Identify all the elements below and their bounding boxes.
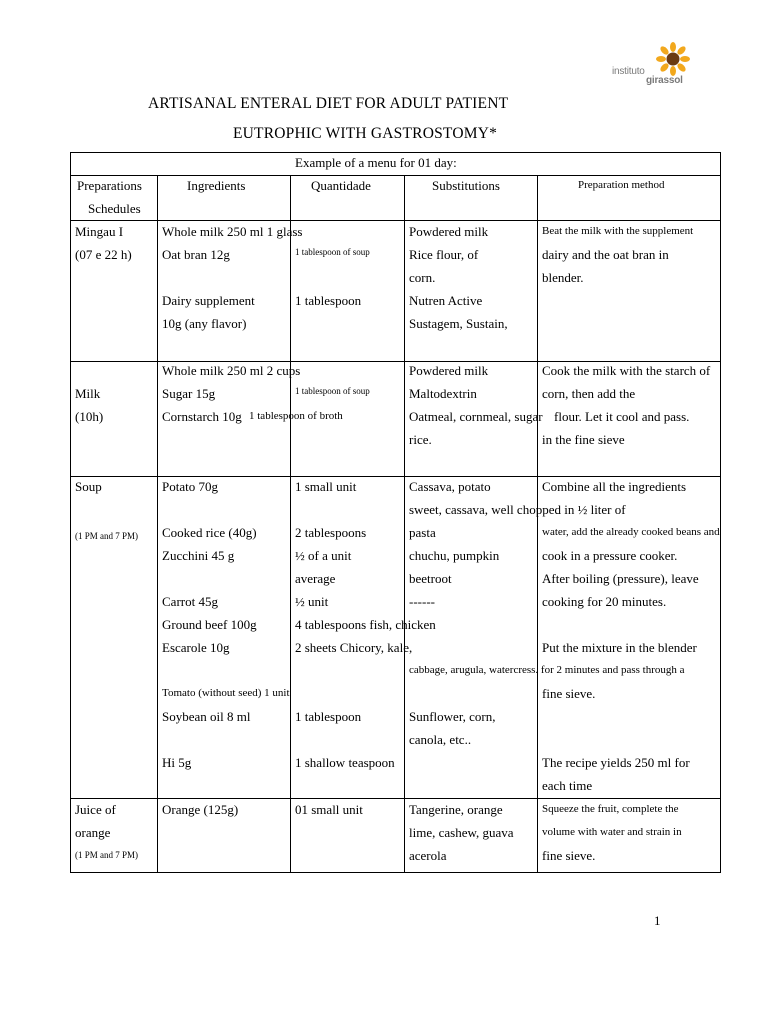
ingredient: Soybean oil 8 ml — [162, 709, 251, 724]
header-substitutions: Substitutions — [432, 178, 500, 193]
ingredient: Zucchini 45 g — [162, 548, 235, 563]
substitution: canola, etc.. — [409, 732, 472, 747]
method-line: volume with water and strain in — [542, 826, 682, 838]
substitution: Cassava, potato — [409, 479, 491, 494]
method-line: Cook the milk with the starch of — [542, 363, 711, 378]
ingredient: 10g (any flavor) — [162, 316, 247, 331]
row-name: Mingau I — [75, 224, 124, 239]
quantity: average — [295, 571, 336, 586]
method-line: The recipe yields 250 ml for — [542, 755, 690, 770]
row-name: Soup — [75, 479, 102, 494]
row-name: Juice of — [75, 802, 116, 817]
substitution: acerola — [409, 848, 447, 863]
header-preparations: Preparations — [77, 178, 142, 193]
method-line: fine sieve. — [542, 848, 596, 863]
logo-word-instituto: instituto — [612, 66, 645, 77]
ingredient: Cooked rice (40g) — [162, 525, 257, 540]
substitution: Rice flour, of — [409, 247, 479, 262]
method-line: cook in a pressure cooker. — [542, 548, 678, 563]
ingredient: Potato 70g — [162, 479, 218, 494]
document-title: ARTISANAL ENTERAL DIET FOR ADULT PATIENT — [148, 95, 509, 112]
substitution: ------ — [409, 594, 435, 609]
quantity: 01 small unit — [295, 802, 363, 817]
table-col-rule — [290, 175, 291, 873]
method-line: dairy and the oat bran in — [542, 247, 669, 262]
row-name: Milk — [75, 386, 101, 401]
row-time: (10h) — [75, 409, 104, 424]
row-time: (1 PM and 7 PM) — [75, 850, 139, 860]
ingredient: Carrot 45g — [162, 594, 218, 609]
substitution: lime, cashew, guava — [409, 825, 514, 840]
substitution: Nutren Active — [409, 293, 483, 308]
substitution: pasta — [409, 525, 436, 540]
quantity: ½ unit — [295, 594, 329, 609]
method-line: Combine all the ingredients — [542, 479, 687, 494]
quantity: 2 tablespoons — [295, 525, 367, 540]
table-col-rule — [157, 175, 158, 873]
institute-logo — [612, 42, 698, 92]
ingredient: Sugar 15g — [162, 386, 216, 401]
method-line: corn, then add the — [542, 386, 636, 401]
ingredient: Dairy supplement — [162, 293, 255, 308]
quantity: 1 small unit — [295, 479, 357, 494]
substitution: beetroot — [409, 571, 452, 586]
ingredient: Cornstarch 10g — [162, 409, 242, 424]
header-schedules: Schedules — [88, 201, 141, 216]
row-name: orange — [75, 825, 111, 840]
substitution: chuchu, pumpkin — [409, 548, 500, 563]
ingredient: Whole milk 250 ml 2 cups — [162, 363, 301, 378]
table-col-rule — [537, 175, 538, 873]
substitution: Tangerine, orange — [409, 802, 503, 817]
method-line: fine sieve. — [542, 686, 596, 701]
quantity: 1 tablespoon of soup — [295, 247, 370, 257]
quantity: ½ of a unit — [295, 548, 352, 563]
quantity: 2 sheets Chicory, kale, — [295, 640, 413, 655]
substitution: corn. — [409, 270, 436, 285]
document-subtitle: EUTROPHIC WITH GASTROSTOMY* — [233, 125, 498, 142]
row-time: (07 e 22 h) — [75, 247, 132, 262]
header-ingredients: Ingredients — [187, 178, 246, 193]
method-line: each time — [542, 778, 593, 793]
substitution: Sunflower, corn, — [409, 709, 496, 724]
ingredient: Hi 5g — [162, 755, 192, 770]
substitution: Oatmeal, cornmeal, sugar — [409, 409, 543, 424]
substitution: Maltodextrin — [409, 386, 477, 401]
method-line: water, add the already cooked beans and — [542, 526, 720, 538]
ingredient: Orange (125g) — [162, 802, 239, 817]
logo-word-girassol: girassol — [646, 75, 683, 86]
method-line: in the fine sieve — [542, 432, 625, 447]
table-caption: Example of a menu for 01 day: — [295, 155, 457, 170]
quantity: 4 tablespoons fish, chicken — [295, 617, 436, 632]
quantity: 1 tablespoon — [295, 293, 362, 308]
ingredient-note: 1 tablespoon of broth — [249, 410, 343, 422]
page-number: 1 — [654, 913, 661, 928]
table-col-rule — [404, 175, 405, 873]
method-line: blender. — [542, 270, 584, 285]
ingredient: Ground beef 100g — [162, 617, 257, 632]
ingredient: Whole milk 250 ml 1 glass — [162, 224, 303, 239]
method-line: cooking for 20 minutes. — [542, 594, 667, 609]
sunflower-icon — [656, 42, 690, 76]
substitution: Sustagem, Sustain, — [409, 316, 508, 331]
substitution: rice. — [409, 432, 432, 447]
substitution: cabbage, arugula, watercress. for 2 minutes and pass through a — [409, 664, 685, 676]
method-line: flour. Let it cool and pass. — [554, 409, 690, 424]
quantity: 1 tablespoon — [295, 709, 362, 724]
substitution: Powdered milk — [409, 363, 489, 378]
ingredient: Escarole 10g — [162, 640, 230, 655]
quantity: 1 shallow teaspoon — [295, 755, 395, 770]
header-quantidade: Quantidade — [311, 178, 371, 193]
header-method: Preparation method — [578, 179, 665, 191]
ingredient: Tomato (without seed) 1 unit — [162, 687, 290, 699]
row-time: (1 PM and 7 PM) — [75, 531, 139, 541]
method-line: Squeeze the fruit, complete the — [542, 803, 679, 815]
ingredient: Oat bran 12g — [162, 247, 230, 262]
quantity: 1 tablespoon of soup — [295, 386, 370, 396]
substitution: sweet, cassava, well chopped in ½ liter of — [409, 502, 626, 517]
method-line: Beat the milk with the supplement — [542, 225, 694, 237]
method-line: Put the mixture in the blender — [542, 640, 697, 655]
substitution: Powdered milk — [409, 224, 489, 239]
method-line: After boiling (pressure), leave — [542, 571, 699, 586]
